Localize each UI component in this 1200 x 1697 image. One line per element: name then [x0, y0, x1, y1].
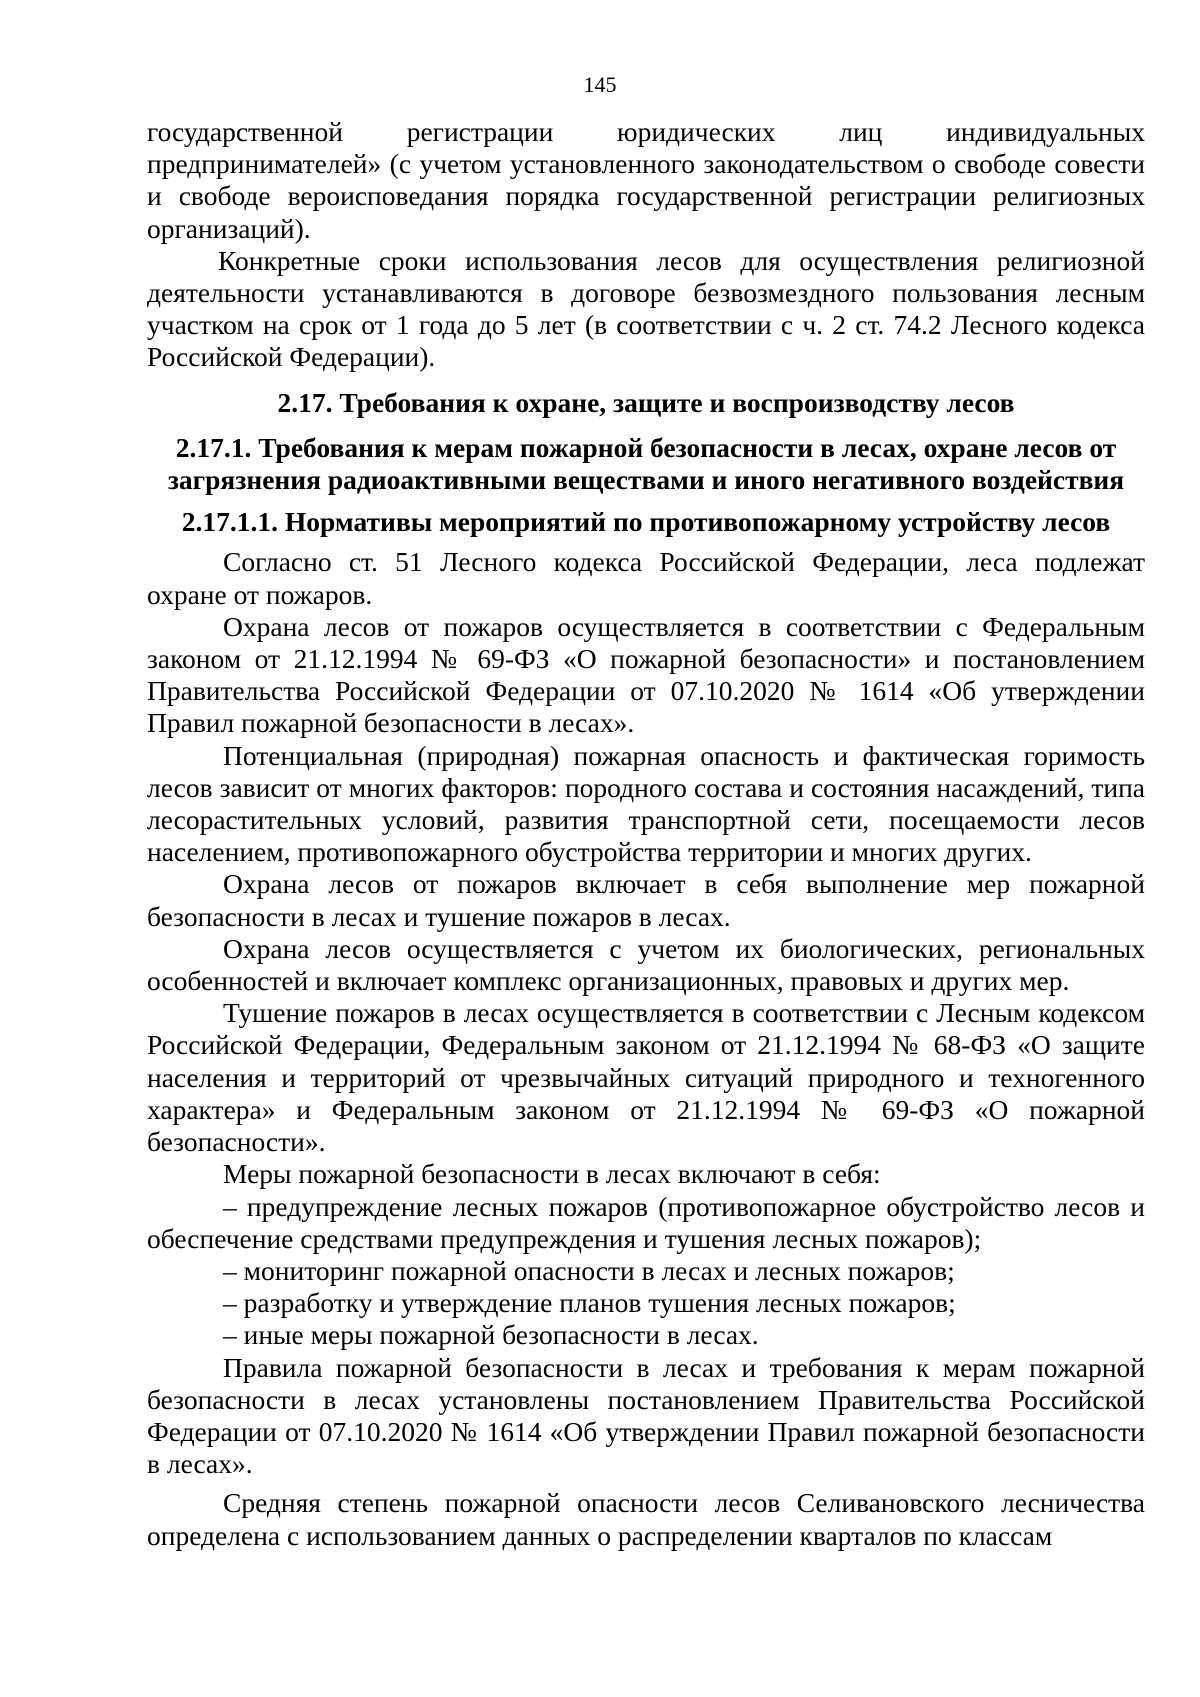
page-body	[147, 116, 1145, 1552]
paragraph: Конкретные сроки использования лесов для осуществления религиозной деятельности устанавливаются в договоре безвозмездного пользования лесным участком на срок от 1 года до 5 лет (в соответствии с ч. 2 ст. 74.2 Лесного кодекса Российской Федерации).	[147, 244, 1145, 373]
page-number: 145	[583, 72, 617, 97]
subsubsection-heading: 2.17.1.1. Нормативы мероприятий по противопожарному устройству лесов	[181, 506, 1111, 538]
subsection-heading: 2.17.1. Требования к мерам пожарной безопасности в лесах, охране лесов от загрязнения радиоактивными веществами и иного негативного воздействия	[167, 431, 1125, 496]
section-heading: 2.17. Требования к охране, защите и воспроизводству лесов	[277, 386, 1015, 418]
paragraph: Тушение пожаров в лесах осуществляется в соответствии с Лесным кодексом Российской Федерации, Федеральным законом от 21.12.1994 № 68-ФЗ «О защите населения и территорий от чрезвычайных ситуаций природного и техногенного характера» и Федеральным законом от 21.12.1994 № 69-ФЗ «О пожарной безопасности».	[147, 997, 1145, 1158]
list-item: – иные меры пожарной безопасности в лесах.	[223, 1319, 759, 1351]
paragraph: Охрана лесов от пожаров включает в себя выполнение мер пожарной безопасности в лесах и тушение пожаров в лесах.	[147, 868, 1145, 932]
paragraph: Охрана лесов от пожаров осуществляется в соответствии с Федеральным законом от 21.12.1994 № 69-ФЗ «О пожарной безопасности» и постановлением Правительства Российской Федерации от 07.10.2020 № 1614 «Об утверждении Правил пожарной безопасности в лесах».	[147, 610, 1145, 739]
paragraph: Согласно ст. 51 Лесного кодекса Российской Федерации, леса подлежат охране от пожаров.	[147, 546, 1145, 610]
paragraph: Охрана лесов осуществляется с учетом их биологических, региональных особенностей и включает комплекс организационных, правовых и других мер.	[147, 932, 1145, 997]
paragraph: Правила пожарной безопасности в лесах и требования к мерам пожарной безопасности в лесах установлены постановлением Правительства Российской Федерации от 07.10.2020 № 1614 «Об утверждении Правил пожарной безопасности в лесах».	[147, 1351, 1145, 1480]
paragraph: Средняя степень пожарной опасности лесов Селивановского лесничества определена с использованием данных о распределении кварталов по классам	[147, 1487, 1145, 1551]
paragraph: государственной регистрации юридических лиц индивидуальных предпринимателей» (с учетом установленного законодательством о свободе совести и свободе вероисповедания порядка государственной регистрации религиозных организаций).	[147, 116, 1145, 244]
list-item: – мониторинг пожарной опасности в лесах и лесных пожаров;	[223, 1254, 955, 1286]
list-item: – разработку и утверждение планов тушения лесных пожаров;	[223, 1287, 956, 1319]
list-item: – предупреждение лесных пожаров (противопожарное обустройство лесов и обеспечение средствами предупреждения и тушения лесных пожаров);	[147, 1190, 1145, 1254]
paragraph: Потенциальная (природная) пожарная опасность и фактическая горимость лесов зависит от многих факторов: породного состава и состояния насаждений, типа лесорастительных условий, развития транспортной сети, посещаемости лесов населением, противопожарного обустройства территории и многих других.	[147, 739, 1145, 868]
list-intro: Меры пожарной безопасности в лесах включают в себя:	[223, 1158, 881, 1190]
